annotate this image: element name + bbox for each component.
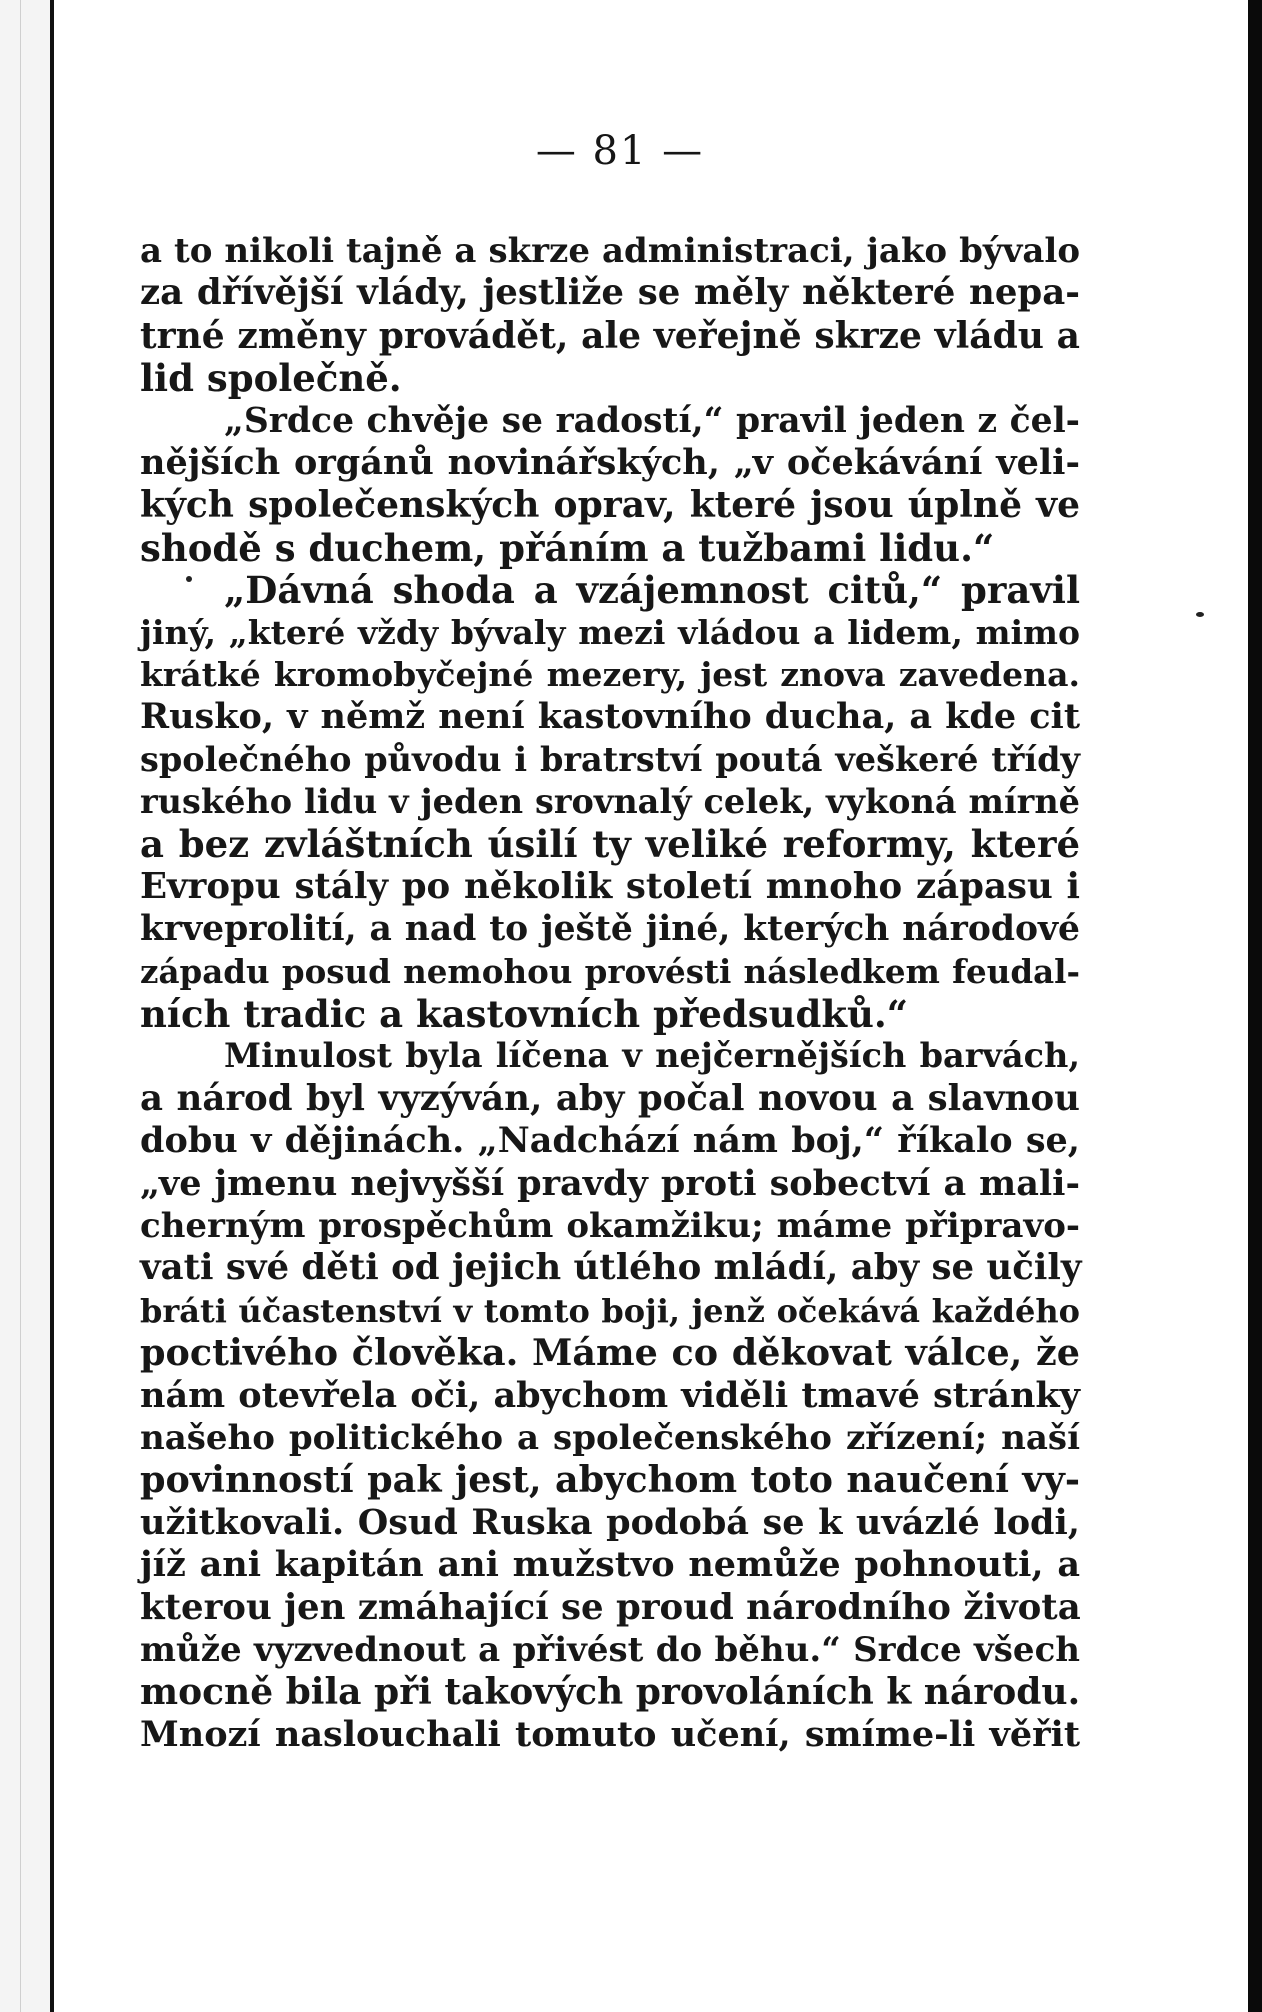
text-line: a to nikoli tajně a skrze administraci, jako bývalo [140, 231, 1080, 271]
text-line: může vyzvednout a přivést do běhu.“ Srdce všech [140, 1629, 1080, 1670]
text-line: nějších orgánů novinářských, „v očekávání veli- [140, 441, 1080, 483]
page-number: — 81 — [535, 128, 705, 174]
text-line: vati své děti od jejich útlého mládí, aby se učily [140, 1247, 1082, 1289]
text-line: ruského lidu v jeden srovnalý celek, vykoná mírně [140, 782, 1080, 822]
text-line: jíž ani kapitán ani mužstvo nemůže pohnouti, a [140, 1544, 1080, 1586]
text-line: Evropu stály po několik století mnoho zápasu i [140, 865, 1080, 907]
text-line: kterou jen zmáhající se proud národního života [140, 1586, 1081, 1628]
text-line: a národ byl vyzýván, aby počal novou a slavnou [140, 1077, 1080, 1119]
text-line: poctivého člověka. Máme co děkovat válce, že [140, 1331, 1080, 1375]
text-line: kých společenských oprav, které jsou úplně ve [140, 484, 1080, 527]
page-right-edge [1248, 0, 1262, 2012]
text-line: „Dávná shoda a vzájemnost citů,“ pravil [224, 568, 1080, 613]
text-line: nám otevřela oči, abychom viděli tmavé stránky [140, 1374, 1080, 1416]
text-line: Rusko, v němž není kastovního ducha, a kde cit [140, 696, 1080, 738]
text-line: lid společně. [140, 356, 402, 401]
text-line: západu posud nemohou provésti následkem feudal- [140, 951, 1080, 991]
text-line: za dřívější vlády, jestliže se měly některé nepa- [140, 272, 1080, 314]
text-line: bráti účastenství v tomto boji, jenž očekává každého [140, 1291, 1080, 1330]
text-line: trné změny provádět, ale veřejně skrze vládu a [140, 314, 1080, 357]
text-line: shodě s duchem, přáním a tužbami lidu.“ [140, 525, 995, 570]
body-text [140, 230, 1080, 1756]
text-line: cherným prospěchům okamžiku; máme připravo- [140, 1205, 1080, 1246]
text-line: společného původu i bratrství poutá veškeré třídy [140, 739, 1080, 779]
text-line: krveprolití, a nad to ještě jiné, kterých národové [140, 909, 1080, 950]
text-line: dobu v dějinách. „Nadchází nám boj,“ říkalo se, [140, 1120, 1080, 1162]
page-left-margin [0, 0, 54, 2012]
text-line: Mnozí naslouchali tomuto učení, smíme-li věřit [140, 1713, 1080, 1755]
text-line: „ve jmenu nejvyšší pravdy proti sobectví a mali- [140, 1162, 1080, 1204]
text-line: a bez zvláštních úsilí ty veliké reformy, které [140, 822, 1080, 867]
text-line: mocně bila při takových provoláních k národu. [140, 1671, 1081, 1714]
text-line: povinností pak jest, abychom toto naučení vy- [140, 1458, 1080, 1502]
text-line: našeho politického a společenského zřízení; naší [140, 1417, 1080, 1458]
text-line: krátké kromobyčejné mezery, jest znova zavedena. [140, 654, 1080, 694]
text-line: „Srdce chvěje se radostí,“ pravil jeden z čel- [224, 400, 1080, 441]
text-line: ních tradic a kastovních předsudků.“ [140, 992, 909, 1037]
text-line: Minulost byla líčena v nejčernějších barvách, [224, 1036, 1080, 1076]
scan-speck [1196, 612, 1204, 617]
text-line: užitkovali. Osud Ruska podobá se k uvázlé lodi, [140, 1501, 1080, 1543]
text-line: jiný, „které vždy bývaly mezi vládou a lidem, mimo [140, 612, 1080, 652]
